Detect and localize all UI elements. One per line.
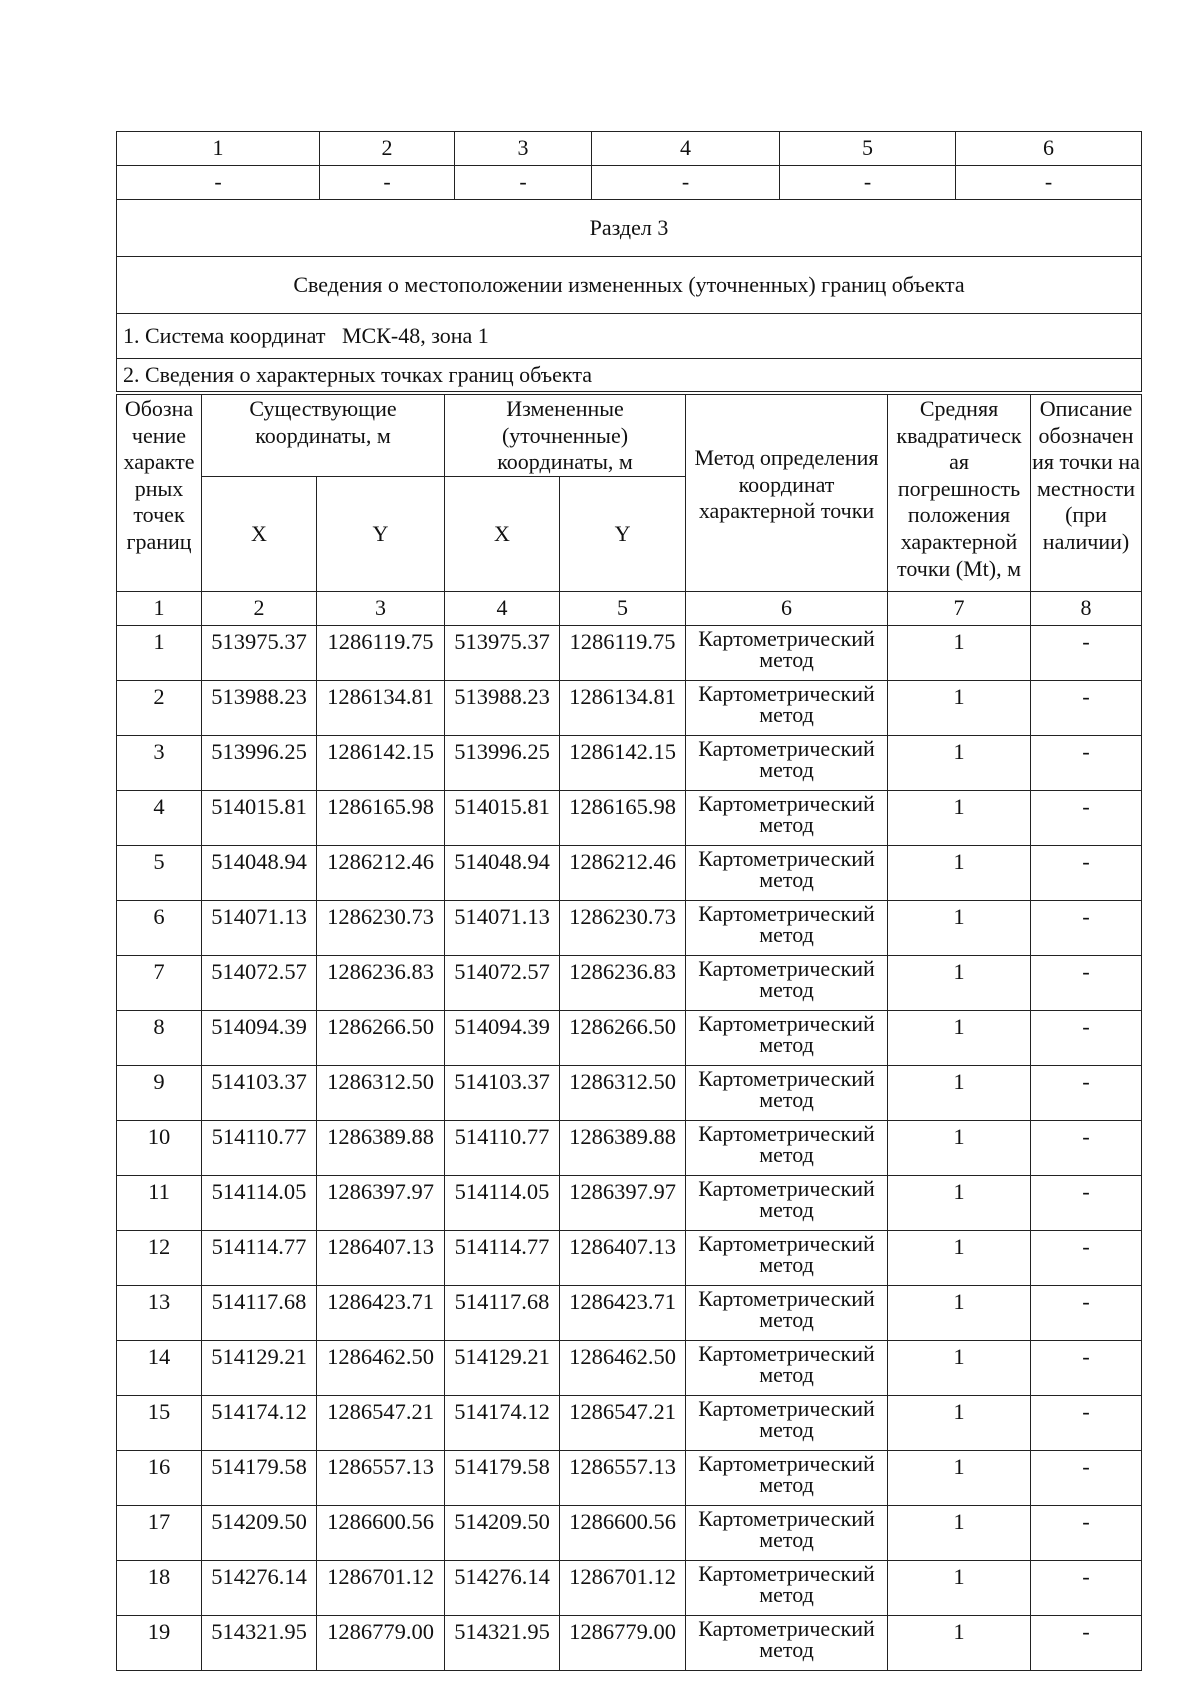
col-designation-header: Обозна чение характе рных точек границ [117, 395, 202, 592]
existing-y-cell: 1286389.88 [317, 1121, 445, 1176]
description-cell: - [1031, 1341, 1142, 1396]
column-number: 5 [560, 592, 686, 626]
existing-x-cell: 514209.50 [202, 1506, 317, 1561]
existing-y-cell: 1286165.98 [317, 791, 445, 846]
existing-y-cell: 1286779.00 [317, 1616, 445, 1671]
column-number: 7 [888, 592, 1031, 626]
error-cell: 1 [888, 1451, 1031, 1506]
error-cell: 1 [888, 1616, 1031, 1671]
table-row [117, 1121, 1142, 1176]
method-word: метод [759, 1141, 814, 1167]
method-name: Картометрический [698, 626, 875, 651]
existing-y-cell: 1286423.71 [317, 1286, 445, 1341]
table-row [117, 1561, 1142, 1616]
point-number-cell: 6 [117, 901, 202, 956]
method-cell [686, 956, 888, 1011]
error-cell: 1 [888, 736, 1031, 791]
method-name: Картометрический [698, 1616, 875, 1641]
table-row [117, 791, 1142, 846]
existing-x-cell: 514114.77 [202, 1231, 317, 1286]
coordinate-system: 1. Система координат МСК-48, зона 1 [117, 314, 1142, 359]
dash-cell: - [780, 166, 956, 200]
point-number-cell: 8 [117, 1011, 202, 1066]
method-cell [686, 1231, 888, 1286]
changed-y-cell: 1286312.50 [560, 1066, 686, 1121]
existing-x-cell: 514103.37 [202, 1066, 317, 1121]
header-number-cell: 2 [320, 132, 455, 166]
description-cell: - [1031, 791, 1142, 846]
description-cell: - [1031, 1561, 1142, 1616]
table-row [117, 1066, 1142, 1121]
method-word: метод [759, 1581, 814, 1607]
header-number-cell: 3 [455, 132, 592, 166]
point-number-cell: 19 [117, 1616, 202, 1671]
section-subtitle: Сведения о местоположении измененных (уточненных) границ объекта [117, 257, 1142, 314]
error-cell: 1 [888, 1286, 1031, 1341]
method-cell [686, 791, 888, 846]
existing-x-cell: 514015.81 [202, 791, 317, 846]
table-row [117, 956, 1142, 1011]
table-row [117, 626, 1142, 681]
point-number-cell: 14 [117, 1341, 202, 1396]
existing-y-cell: 1286266.50 [317, 1011, 445, 1066]
method-word: метод [759, 1306, 814, 1332]
point-number-cell: 13 [117, 1286, 202, 1341]
existing-y-cell: 1286212.46 [317, 846, 445, 901]
section-title: Раздел 3 [117, 200, 1142, 257]
description-cell: - [1031, 736, 1142, 791]
x-header: X [202, 477, 317, 592]
changed-x-cell: 514174.12 [445, 1396, 560, 1451]
changed-y-cell: 1286165.98 [560, 791, 686, 846]
changed-y-cell: 1286266.50 [560, 1011, 686, 1066]
points-title: 2. Сведения о характерных точках границ объекта [117, 359, 1142, 392]
existing-x-cell: 514114.05 [202, 1176, 317, 1231]
method-name: Картометрический [698, 846, 875, 871]
changed-y-cell: 1286547.21 [560, 1396, 686, 1451]
changed-y-cell: 1286557.13 [560, 1451, 686, 1506]
point-number-cell: 7 [117, 956, 202, 1011]
point-number-cell: 16 [117, 1451, 202, 1506]
existing-x-cell: 514276.14 [202, 1561, 317, 1616]
method-cell [686, 1121, 888, 1176]
method-word: метод [759, 646, 814, 672]
point-number-cell: 17 [117, 1506, 202, 1561]
changed-x-cell: 514209.50 [445, 1506, 560, 1561]
table-header-row [117, 395, 1142, 477]
existing-y-cell: 1286142.15 [317, 736, 445, 791]
column-number: 3 [317, 592, 445, 626]
changed-x-cell: 514117.68 [445, 1286, 560, 1341]
method-cell [686, 1011, 888, 1066]
method-word: метод [759, 1416, 814, 1442]
method-cell [686, 626, 888, 681]
description-cell: - [1031, 1451, 1142, 1506]
point-number-cell: 1 [117, 626, 202, 681]
existing-y-cell: 1286312.50 [317, 1066, 445, 1121]
method-cell [686, 736, 888, 791]
method-name: Картометрический [698, 791, 875, 816]
method-word: метод [759, 701, 814, 727]
table-row [117, 1616, 1142, 1671]
method-cell [686, 681, 888, 736]
error-cell: 1 [888, 1561, 1031, 1616]
existing-x-cell: 514179.58 [202, 1451, 317, 1506]
description-cell: - [1031, 1231, 1142, 1286]
point-number-cell: 11 [117, 1176, 202, 1231]
point-number-cell: 10 [117, 1121, 202, 1176]
y-header: Y [560, 477, 686, 592]
method-word: метод [759, 811, 814, 837]
existing-x-cell: 513975.37 [202, 626, 317, 681]
existing-y-cell: 1286407.13 [317, 1231, 445, 1286]
method-name: Картометрический [698, 1506, 875, 1531]
error-cell: 1 [888, 1341, 1031, 1396]
existing-x-cell: 513988.23 [202, 681, 317, 736]
existing-y-cell: 1286557.13 [317, 1451, 445, 1506]
table-row [117, 1176, 1142, 1231]
method-cell [686, 1396, 888, 1451]
point-number-cell: 5 [117, 846, 202, 901]
error-cell: 1 [888, 901, 1031, 956]
changed-x-cell: 513988.23 [445, 681, 560, 736]
method-cell [686, 1451, 888, 1506]
changed-x-cell: 514094.39 [445, 1011, 560, 1066]
method-cell [686, 1286, 888, 1341]
point-number-cell: 9 [117, 1066, 202, 1121]
description-cell: - [1031, 681, 1142, 736]
existing-y-cell: 1286230.73 [317, 901, 445, 956]
description-cell: - [1031, 1506, 1142, 1561]
method-word: метод [759, 866, 814, 892]
method-word: метод [759, 921, 814, 947]
description-cell: - [1031, 846, 1142, 901]
col-description-header: Описание обозначен ия точки на местности (при наличии) [1031, 395, 1142, 592]
changed-y-cell: 1286119.75 [560, 626, 686, 681]
existing-y-cell: 1286701.12 [317, 1561, 445, 1616]
point-number-cell: 2 [117, 681, 202, 736]
changed-x-cell: 514114.05 [445, 1176, 560, 1231]
changed-y-cell: 1286389.88 [560, 1121, 686, 1176]
error-cell: 1 [888, 846, 1031, 901]
column-number: 1 [117, 592, 202, 626]
point-number-cell: 3 [117, 736, 202, 791]
description-cell: - [1031, 1286, 1142, 1341]
existing-y-cell: 1286397.97 [317, 1176, 445, 1231]
method-name: Картометрический [698, 1011, 875, 1036]
changed-x-cell: 514179.58 [445, 1451, 560, 1506]
error-cell: 1 [888, 1011, 1031, 1066]
column-number: 8 [1031, 592, 1142, 626]
description-cell: - [1031, 1176, 1142, 1231]
method-word: метод [759, 1471, 814, 1497]
y-header: Y [317, 477, 445, 592]
existing-y-cell: 1286547.21 [317, 1396, 445, 1451]
col-existing-header: Существующие координаты, м [202, 395, 445, 477]
error-cell: 1 [888, 1121, 1031, 1176]
method-name: Картометрический [698, 1066, 875, 1091]
header-number-cell: 6 [956, 132, 1142, 166]
error-cell: 1 [888, 1231, 1031, 1286]
method-name: Картометрический [698, 1176, 875, 1201]
changed-x-cell: 514114.77 [445, 1231, 560, 1286]
description-cell: - [1031, 956, 1142, 1011]
error-cell: 1 [888, 1506, 1031, 1561]
existing-x-cell: 514321.95 [202, 1616, 317, 1671]
changed-y-cell: 1286701.12 [560, 1561, 686, 1616]
header-dashes-row [117, 166, 1142, 200]
existing-x-cell: 514174.12 [202, 1396, 317, 1451]
changed-y-cell: 1286212.46 [560, 846, 686, 901]
existing-y-cell: 1286600.56 [317, 1506, 445, 1561]
existing-x-cell: 514048.94 [202, 846, 317, 901]
changed-y-cell: 1286600.56 [560, 1506, 686, 1561]
method-word: метод [759, 1361, 814, 1387]
method-name: Картометрический [698, 1121, 875, 1146]
method-word: метод [759, 1251, 814, 1277]
method-word: метод [759, 1636, 814, 1662]
method-name: Картометрический [698, 1341, 875, 1366]
point-number-cell: 15 [117, 1396, 202, 1451]
method-word: метод [759, 1196, 814, 1222]
dash-cell: - [117, 166, 320, 200]
table-row [117, 1506, 1142, 1561]
error-cell: 1 [888, 626, 1031, 681]
error-cell: 1 [888, 1066, 1031, 1121]
table-row [117, 1451, 1142, 1506]
header-number-cell: 4 [592, 132, 780, 166]
method-word: метод [759, 756, 814, 782]
points-table-body [117, 626, 1142, 1671]
error-cell: 1 [888, 1176, 1031, 1231]
table-row [117, 1231, 1142, 1286]
changed-y-cell: 1286462.50 [560, 1341, 686, 1396]
dash-cell: - [455, 166, 592, 200]
table-row [117, 1286, 1142, 1341]
description-cell: - [1031, 626, 1142, 681]
method-name: Картометрический [698, 956, 875, 981]
changed-x-cell: 514048.94 [445, 846, 560, 901]
existing-x-cell: 514129.21 [202, 1341, 317, 1396]
changed-x-cell: 514103.37 [445, 1066, 560, 1121]
existing-y-cell: 1286119.75 [317, 626, 445, 681]
existing-y-cell: 1286134.81 [317, 681, 445, 736]
description-cell: - [1031, 1616, 1142, 1671]
method-name: Картометрический [698, 1231, 875, 1256]
changed-x-cell: 513996.25 [445, 736, 560, 791]
changed-x-cell: 514276.14 [445, 1561, 560, 1616]
method-cell [686, 1341, 888, 1396]
description-cell: - [1031, 1396, 1142, 1451]
dash-cell: - [592, 166, 780, 200]
method-cell [686, 1561, 888, 1616]
changed-y-cell: 1286236.83 [560, 956, 686, 1011]
method-cell [686, 1066, 888, 1121]
points-table [116, 394, 1142, 1671]
method-name: Картометрический [698, 1561, 875, 1586]
dash-cell: - [320, 166, 455, 200]
error-cell: 1 [888, 1396, 1031, 1451]
table-row [117, 736, 1142, 791]
col-method-header: Метод определения координат характерной точки [686, 395, 888, 592]
error-cell: 1 [888, 956, 1031, 1011]
method-word: метод [759, 1086, 814, 1112]
method-name: Картометрический [698, 681, 875, 706]
changed-y-cell: 1286397.97 [560, 1176, 686, 1231]
method-cell [686, 901, 888, 956]
method-name: Картометрический [698, 901, 875, 926]
changed-x-cell: 514110.77 [445, 1121, 560, 1176]
method-name: Картометрический [698, 1396, 875, 1421]
table-row [117, 1341, 1142, 1396]
description-cell: - [1031, 1066, 1142, 1121]
description-cell: - [1031, 1121, 1142, 1176]
point-number-cell: 4 [117, 791, 202, 846]
description-cell: - [1031, 1011, 1142, 1066]
method-name: Картометрический [698, 1286, 875, 1311]
existing-x-cell: 514072.57 [202, 956, 317, 1011]
existing-x-cell: 513996.25 [202, 736, 317, 791]
existing-y-cell: 1286236.83 [317, 956, 445, 1011]
table-row [117, 846, 1142, 901]
existing-y-cell: 1286462.50 [317, 1341, 445, 1396]
column-number: 2 [202, 592, 317, 626]
point-number-cell: 18 [117, 1561, 202, 1616]
changed-y-cell: 1286779.00 [560, 1616, 686, 1671]
existing-x-cell: 514094.39 [202, 1011, 317, 1066]
table-row [117, 1396, 1142, 1451]
changed-x-cell: 513975.37 [445, 626, 560, 681]
error-cell: 1 [888, 681, 1031, 736]
description-cell: - [1031, 901, 1142, 956]
method-cell [686, 1616, 888, 1671]
method-word: метод [759, 1031, 814, 1057]
dash-cell: - [956, 166, 1142, 200]
section-header-table [116, 131, 1142, 392]
point-number-cell: 12 [117, 1231, 202, 1286]
existing-x-cell: 514117.68 [202, 1286, 317, 1341]
header-number-cell: 5 [780, 132, 956, 166]
changed-x-cell: 514072.57 [445, 956, 560, 1011]
changed-y-cell: 1286230.73 [560, 901, 686, 956]
table-row [117, 901, 1142, 956]
method-name: Картометрический [698, 736, 875, 761]
table-row [117, 1011, 1142, 1066]
changed-x-cell: 514129.21 [445, 1341, 560, 1396]
changed-x-cell: 514321.95 [445, 1616, 560, 1671]
changed-y-cell: 1286423.71 [560, 1286, 686, 1341]
table-row [117, 681, 1142, 736]
changed-y-cell: 1286407.13 [560, 1231, 686, 1286]
existing-x-cell: 514071.13 [202, 901, 317, 956]
column-numbers-row [117, 592, 1142, 626]
header-numbers-row [117, 132, 1142, 166]
changed-y-cell: 1286142.15 [560, 736, 686, 791]
changed-x-cell: 514015.81 [445, 791, 560, 846]
method-cell [686, 1506, 888, 1561]
method-word: метод [759, 1526, 814, 1552]
changed-x-cell: 514071.13 [445, 901, 560, 956]
column-number: 6 [686, 592, 888, 626]
method-word: метод [759, 976, 814, 1002]
header-number-cell: 1 [117, 132, 320, 166]
column-number: 4 [445, 592, 560, 626]
col-error-header: Средняя квадратическ ая погрешность положения характерной точки (Mt), м [888, 395, 1031, 592]
method-name: Картометрический [698, 1451, 875, 1476]
changed-y-cell: 1286134.81 [560, 681, 686, 736]
x-header: X [445, 477, 560, 592]
method-cell [686, 1176, 888, 1231]
error-cell: 1 [888, 791, 1031, 846]
method-cell [686, 846, 888, 901]
col-changed-header: Измененные (уточненные) координаты, м [445, 395, 686, 477]
existing-x-cell: 514110.77 [202, 1121, 317, 1176]
